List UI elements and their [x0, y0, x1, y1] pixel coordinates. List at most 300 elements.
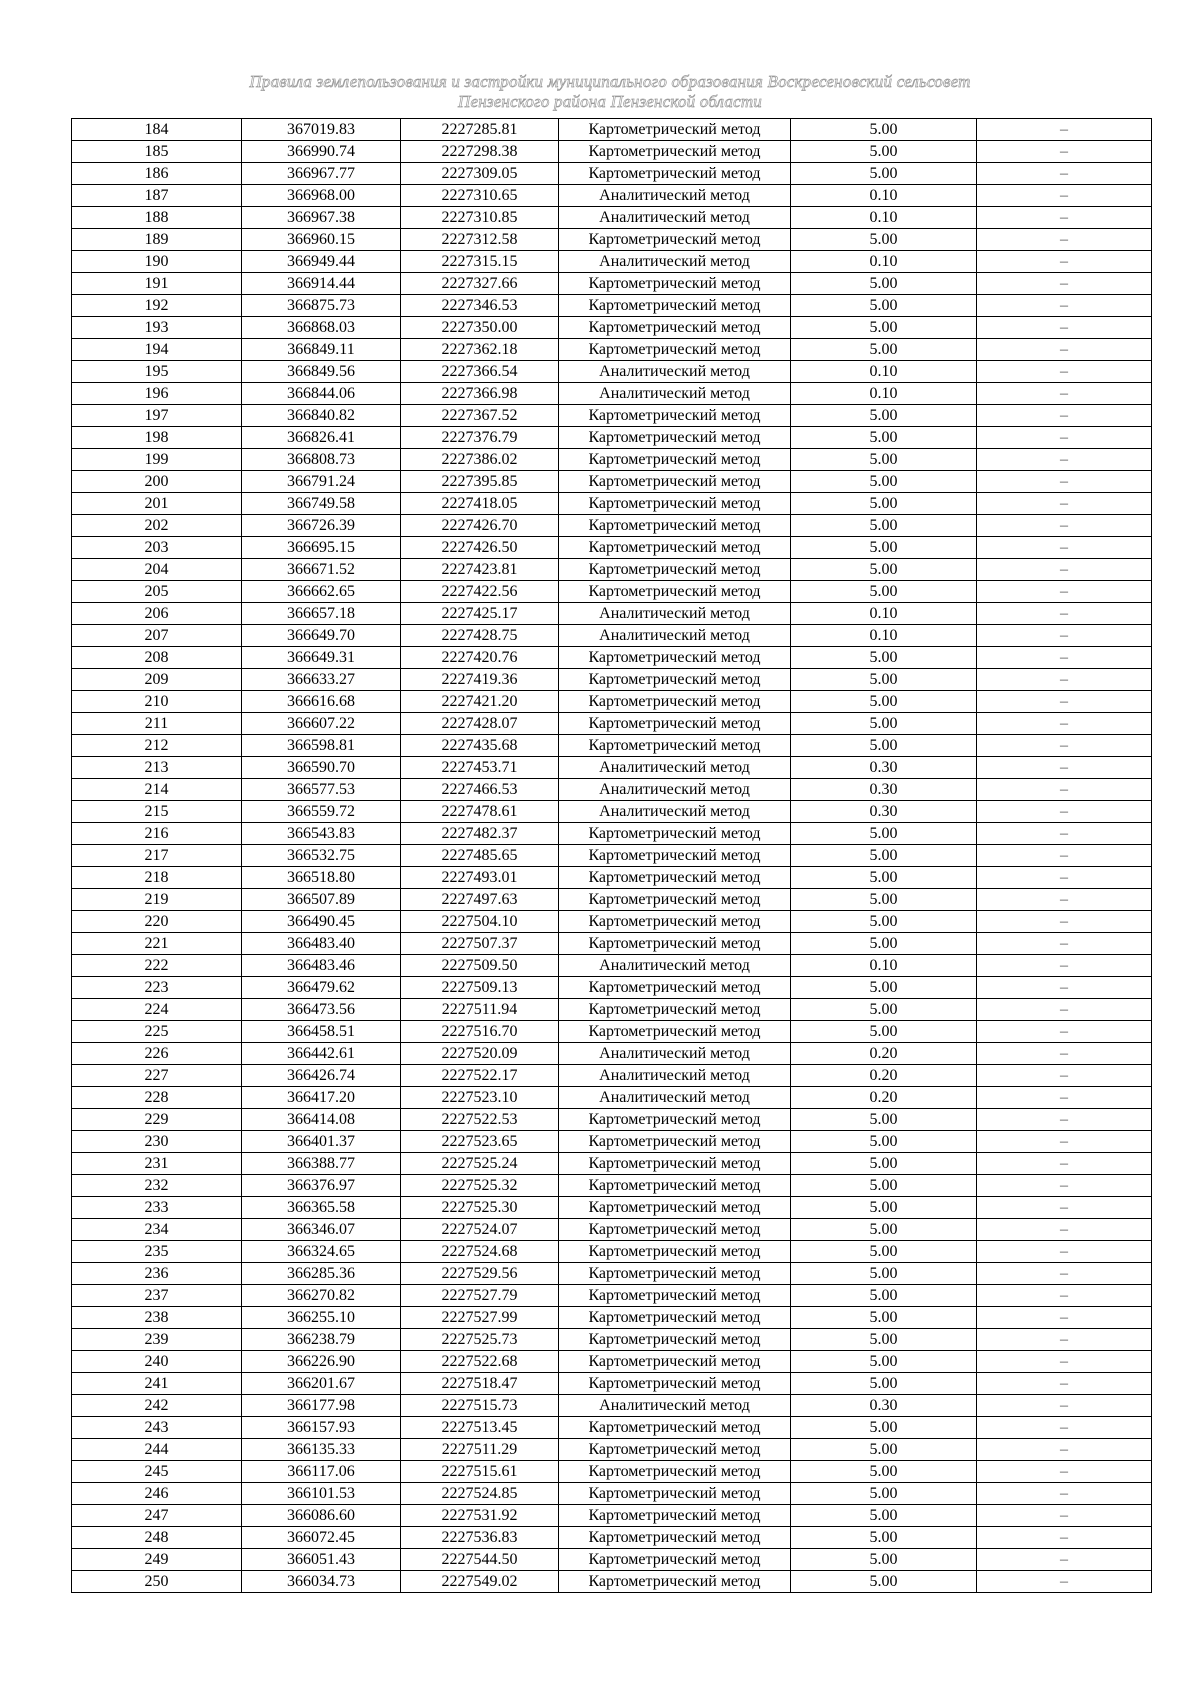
- table-row: [72, 911, 1152, 933]
- accuracy-cell: 5.00: [791, 1483, 977, 1505]
- table-row: [72, 1527, 1152, 1549]
- point-number-cell: 217: [72, 845, 242, 867]
- method-cell: Аналитический метод: [559, 603, 791, 625]
- note-cell: –: [977, 1087, 1152, 1109]
- point-number-cell: 203: [72, 537, 242, 559]
- y-coordinate-cell: 2227527.79: [401, 1285, 559, 1307]
- point-number-cell: 185: [72, 141, 242, 163]
- header-line-2: Пензенского района Пензенской области: [458, 92, 762, 111]
- x-coordinate-cell: 366414.08: [242, 1109, 401, 1131]
- note-cell: –: [977, 867, 1152, 889]
- method-cell: Картометрический метод: [559, 669, 791, 691]
- point-number-cell: 221: [72, 933, 242, 955]
- point-number-cell: 249: [72, 1549, 242, 1571]
- x-coordinate-cell: 366376.97: [242, 1175, 401, 1197]
- method-cell: Картометрический метод: [559, 999, 791, 1021]
- x-coordinate-cell: 366849.56: [242, 361, 401, 383]
- note-cell: –: [977, 163, 1152, 185]
- table-row: [72, 207, 1152, 229]
- table-row: [72, 471, 1152, 493]
- method-cell: Картометрический метод: [559, 119, 791, 141]
- method-cell: Картометрический метод: [559, 1527, 791, 1549]
- method-cell: Аналитический метод: [559, 1395, 791, 1417]
- note-cell: –: [977, 1505, 1152, 1527]
- table-row: [72, 383, 1152, 405]
- accuracy-cell: 5.00: [791, 911, 977, 933]
- x-coordinate-cell: 366967.77: [242, 163, 401, 185]
- table-row: [72, 295, 1152, 317]
- table-row: [72, 1131, 1152, 1153]
- point-number-cell: 205: [72, 581, 242, 603]
- method-cell: Картометрический метод: [559, 471, 791, 493]
- table-row: [72, 1329, 1152, 1351]
- y-coordinate-cell: 2227522.68: [401, 1351, 559, 1373]
- accuracy-cell: 0.10: [791, 251, 977, 273]
- table-row: [72, 713, 1152, 735]
- y-coordinate-cell: 2227536.83: [401, 1527, 559, 1549]
- note-cell: –: [977, 1153, 1152, 1175]
- table-row: [72, 317, 1152, 339]
- table-row: [72, 867, 1152, 889]
- note-cell: –: [977, 1571, 1152, 1593]
- note-cell: –: [977, 1549, 1152, 1571]
- table-row: [72, 1505, 1152, 1527]
- x-coordinate-cell: 366483.40: [242, 933, 401, 955]
- method-cell: Картометрический метод: [559, 559, 791, 581]
- note-cell: –: [977, 1021, 1152, 1043]
- method-cell: Аналитический метод: [559, 383, 791, 405]
- x-coordinate-cell: 366518.80: [242, 867, 401, 889]
- accuracy-cell: 0.10: [791, 361, 977, 383]
- method-cell: Аналитический метод: [559, 955, 791, 977]
- x-coordinate-cell: 366990.74: [242, 141, 401, 163]
- x-coordinate-cell: 366101.53: [242, 1483, 401, 1505]
- table-row: [72, 1395, 1152, 1417]
- method-cell: Картометрический метод: [559, 1549, 791, 1571]
- accuracy-cell: 5.00: [791, 1153, 977, 1175]
- method-cell: Картометрический метод: [559, 493, 791, 515]
- header-line-1: Правила землепользования и застройки муниципального образования Воскресеновский сельсовет: [249, 72, 971, 91]
- x-coordinate-cell: 366960.15: [242, 229, 401, 251]
- table-row: [72, 1043, 1152, 1065]
- accuracy-cell: 0.30: [791, 801, 977, 823]
- y-coordinate-cell: 2227520.09: [401, 1043, 559, 1065]
- table-row: [72, 801, 1152, 823]
- y-coordinate-cell: 2227315.15: [401, 251, 559, 273]
- point-number-cell: 246: [72, 1483, 242, 1505]
- method-cell: Картометрический метод: [559, 141, 791, 163]
- x-coordinate-cell: 366177.98: [242, 1395, 401, 1417]
- table-row: [72, 1549, 1152, 1571]
- point-number-cell: 201: [72, 493, 242, 515]
- x-coordinate-cell: 366649.70: [242, 625, 401, 647]
- accuracy-cell: 0.10: [791, 185, 977, 207]
- x-coordinate-cell: 366442.61: [242, 1043, 401, 1065]
- x-coordinate-cell: 366255.10: [242, 1307, 401, 1329]
- point-number-cell: 231: [72, 1153, 242, 1175]
- table-row: [72, 449, 1152, 471]
- point-number-cell: 212: [72, 735, 242, 757]
- accuracy-cell: 5.00: [791, 1461, 977, 1483]
- x-coordinate-cell: 366483.46: [242, 955, 401, 977]
- point-number-cell: 250: [72, 1571, 242, 1593]
- x-coordinate-cell: 366649.31: [242, 647, 401, 669]
- point-number-cell: 233: [72, 1197, 242, 1219]
- point-number-cell: 239: [72, 1329, 242, 1351]
- x-coordinate-cell: 366507.89: [242, 889, 401, 911]
- note-cell: –: [977, 185, 1152, 207]
- method-cell: Картометрический метод: [559, 1461, 791, 1483]
- accuracy-cell: 5.00: [791, 691, 977, 713]
- y-coordinate-cell: 2227524.85: [401, 1483, 559, 1505]
- y-coordinate-cell: 2227527.99: [401, 1307, 559, 1329]
- point-number-cell: 238: [72, 1307, 242, 1329]
- x-coordinate-cell: 367019.83: [242, 119, 401, 141]
- x-coordinate-cell: 366868.03: [242, 317, 401, 339]
- accuracy-cell: 5.00: [791, 1175, 977, 1197]
- point-number-cell: 220: [72, 911, 242, 933]
- y-coordinate-cell: 2227386.02: [401, 449, 559, 471]
- accuracy-cell: 5.00: [791, 1351, 977, 1373]
- y-coordinate-cell: 2227525.24: [401, 1153, 559, 1175]
- y-coordinate-cell: 2227518.47: [401, 1373, 559, 1395]
- y-coordinate-cell: 2227509.50: [401, 955, 559, 977]
- accuracy-cell: 5.00: [791, 1373, 977, 1395]
- point-number-cell: 193: [72, 317, 242, 339]
- note-cell: –: [977, 779, 1152, 801]
- y-coordinate-cell: 2227525.32: [401, 1175, 559, 1197]
- accuracy-cell: 5.00: [791, 559, 977, 581]
- point-number-cell: 243: [72, 1417, 242, 1439]
- accuracy-cell: 5.00: [791, 933, 977, 955]
- point-number-cell: 209: [72, 669, 242, 691]
- x-coordinate-cell: 366226.90: [242, 1351, 401, 1373]
- note-cell: –: [977, 1241, 1152, 1263]
- x-coordinate-cell: 366135.33: [242, 1439, 401, 1461]
- note-cell: –: [977, 625, 1152, 647]
- note-cell: –: [977, 1109, 1152, 1131]
- y-coordinate-cell: 2227513.45: [401, 1417, 559, 1439]
- x-coordinate-cell: 366616.68: [242, 691, 401, 713]
- table-row: [72, 691, 1152, 713]
- table-row: [72, 933, 1152, 955]
- accuracy-cell: 5.00: [791, 735, 977, 757]
- point-number-cell: 196: [72, 383, 242, 405]
- x-coordinate-cell: 366914.44: [242, 273, 401, 295]
- table-row: [72, 361, 1152, 383]
- accuracy-cell: 5.00: [791, 119, 977, 141]
- point-number-cell: 200: [72, 471, 242, 493]
- point-number-cell: 213: [72, 757, 242, 779]
- method-cell: Картометрический метод: [559, 867, 791, 889]
- y-coordinate-cell: 2227544.50: [401, 1549, 559, 1571]
- table-row: [72, 493, 1152, 515]
- method-cell: Картометрический метод: [559, 1263, 791, 1285]
- y-coordinate-cell: 2227453.71: [401, 757, 559, 779]
- y-coordinate-cell: 2227422.56: [401, 581, 559, 603]
- method-cell: Картометрический метод: [559, 229, 791, 251]
- y-coordinate-cell: 2227423.81: [401, 559, 559, 581]
- point-number-cell: 247: [72, 1505, 242, 1527]
- y-coordinate-cell: 2227549.02: [401, 1571, 559, 1593]
- table-row: [72, 889, 1152, 911]
- coordinates-table: [71, 118, 1152, 1593]
- x-coordinate-cell: 366532.75: [242, 845, 401, 867]
- table-row: [72, 1439, 1152, 1461]
- x-coordinate-cell: 366590.70: [242, 757, 401, 779]
- x-coordinate-cell: 366695.15: [242, 537, 401, 559]
- x-coordinate-cell: 366949.44: [242, 251, 401, 273]
- method-cell: Аналитический метод: [559, 779, 791, 801]
- point-number-cell: 223: [72, 977, 242, 999]
- point-number-cell: 216: [72, 823, 242, 845]
- point-number-cell: 235: [72, 1241, 242, 1263]
- point-number-cell: 186: [72, 163, 242, 185]
- method-cell: Картометрический метод: [559, 1175, 791, 1197]
- y-coordinate-cell: 2227523.10: [401, 1087, 559, 1109]
- note-cell: –: [977, 735, 1152, 757]
- method-cell: Картометрический метод: [559, 1505, 791, 1527]
- y-coordinate-cell: 2227531.92: [401, 1505, 559, 1527]
- y-coordinate-cell: 2227428.07: [401, 713, 559, 735]
- method-cell: Аналитический метод: [559, 251, 791, 273]
- note-cell: –: [977, 669, 1152, 691]
- table-row: [72, 1197, 1152, 1219]
- table-row: [72, 955, 1152, 977]
- point-number-cell: 228: [72, 1087, 242, 1109]
- accuracy-cell: 5.00: [791, 163, 977, 185]
- table-row: [72, 779, 1152, 801]
- point-number-cell: 225: [72, 1021, 242, 1043]
- point-number-cell: 218: [72, 867, 242, 889]
- point-number-cell: 242: [72, 1395, 242, 1417]
- y-coordinate-cell: 2227524.07: [401, 1219, 559, 1241]
- accuracy-cell: 0.20: [791, 1043, 977, 1065]
- y-coordinate-cell: 2227395.85: [401, 471, 559, 493]
- x-coordinate-cell: 366844.06: [242, 383, 401, 405]
- y-coordinate-cell: 2227435.68: [401, 735, 559, 757]
- x-coordinate-cell: 366633.27: [242, 669, 401, 691]
- method-cell: Картометрический метод: [559, 1307, 791, 1329]
- note-cell: –: [977, 1263, 1152, 1285]
- note-cell: –: [977, 339, 1152, 361]
- y-coordinate-cell: 2227522.53: [401, 1109, 559, 1131]
- y-coordinate-cell: 2227478.61: [401, 801, 559, 823]
- x-coordinate-cell: 366346.07: [242, 1219, 401, 1241]
- accuracy-cell: 5.00: [791, 999, 977, 1021]
- method-cell: Аналитический метод: [559, 1043, 791, 1065]
- note-cell: –: [977, 1439, 1152, 1461]
- method-cell: Картометрический метод: [559, 1571, 791, 1593]
- point-number-cell: 232: [72, 1175, 242, 1197]
- table-row: [72, 1307, 1152, 1329]
- note-cell: –: [977, 383, 1152, 405]
- method-cell: Картометрический метод: [559, 823, 791, 845]
- accuracy-cell: 5.00: [791, 867, 977, 889]
- y-coordinate-cell: 2227309.05: [401, 163, 559, 185]
- method-cell: Картометрический метод: [559, 1373, 791, 1395]
- point-number-cell: 219: [72, 889, 242, 911]
- note-cell: –: [977, 1329, 1152, 1351]
- point-number-cell: 208: [72, 647, 242, 669]
- note-cell: –: [977, 449, 1152, 471]
- x-coordinate-cell: 366490.45: [242, 911, 401, 933]
- table-row: [72, 1461, 1152, 1483]
- x-coordinate-cell: 366840.82: [242, 405, 401, 427]
- x-coordinate-cell: 366671.52: [242, 559, 401, 581]
- method-cell: Картометрический метод: [559, 515, 791, 537]
- note-cell: –: [977, 757, 1152, 779]
- point-number-cell: 188: [72, 207, 242, 229]
- method-cell: Картометрический метод: [559, 889, 791, 911]
- table-row: [72, 1109, 1152, 1131]
- x-coordinate-cell: 366967.38: [242, 207, 401, 229]
- accuracy-cell: 5.00: [791, 1307, 977, 1329]
- point-number-cell: 210: [72, 691, 242, 713]
- x-coordinate-cell: 366238.79: [242, 1329, 401, 1351]
- y-coordinate-cell: 2227310.85: [401, 207, 559, 229]
- point-number-cell: 240: [72, 1351, 242, 1373]
- accuracy-cell: 5.00: [791, 273, 977, 295]
- method-cell: Аналитический метод: [559, 757, 791, 779]
- method-cell: Картометрический метод: [559, 713, 791, 735]
- note-cell: –: [977, 229, 1152, 251]
- table-row: [72, 1483, 1152, 1505]
- x-coordinate-cell: 366607.22: [242, 713, 401, 735]
- method-cell: Картометрический метод: [559, 1417, 791, 1439]
- x-coordinate-cell: 366201.67: [242, 1373, 401, 1395]
- note-cell: –: [977, 1065, 1152, 1087]
- table-row: [72, 537, 1152, 559]
- point-number-cell: 197: [72, 405, 242, 427]
- accuracy-cell: 5.00: [791, 713, 977, 735]
- y-coordinate-cell: 2227497.63: [401, 889, 559, 911]
- y-coordinate-cell: 2227485.65: [401, 845, 559, 867]
- table-row: [72, 1285, 1152, 1307]
- y-coordinate-cell: 2227523.65: [401, 1131, 559, 1153]
- table-row: [72, 1087, 1152, 1109]
- note-cell: –: [977, 911, 1152, 933]
- method-cell: Картометрический метод: [559, 427, 791, 449]
- accuracy-cell: 5.00: [791, 889, 977, 911]
- y-coordinate-cell: 2227511.94: [401, 999, 559, 1021]
- accuracy-cell: 0.10: [791, 625, 977, 647]
- method-cell: Картометрический метод: [559, 1439, 791, 1461]
- accuracy-cell: 5.00: [791, 1219, 977, 1241]
- x-coordinate-cell: 366324.65: [242, 1241, 401, 1263]
- note-cell: –: [977, 427, 1152, 449]
- x-coordinate-cell: 366598.81: [242, 735, 401, 757]
- y-coordinate-cell: 2227366.54: [401, 361, 559, 383]
- method-cell: Картометрический метод: [559, 845, 791, 867]
- table-row: [72, 735, 1152, 757]
- y-coordinate-cell: 2227425.17: [401, 603, 559, 625]
- x-coordinate-cell: 366662.65: [242, 581, 401, 603]
- accuracy-cell: 5.00: [791, 1417, 977, 1439]
- y-coordinate-cell: 2227310.65: [401, 185, 559, 207]
- y-coordinate-cell: 2227285.81: [401, 119, 559, 141]
- point-number-cell: 237: [72, 1285, 242, 1307]
- point-number-cell: 222: [72, 955, 242, 977]
- point-number-cell: 236: [72, 1263, 242, 1285]
- x-coordinate-cell: 366285.36: [242, 1263, 401, 1285]
- table-row: [72, 1571, 1152, 1593]
- y-coordinate-cell: 2227367.52: [401, 405, 559, 427]
- method-cell: Картометрический метод: [559, 691, 791, 713]
- method-cell: Аналитический метод: [559, 1087, 791, 1109]
- point-number-cell: 224: [72, 999, 242, 1021]
- method-cell: Картометрический метод: [559, 581, 791, 603]
- method-cell: Картометрический метод: [559, 1351, 791, 1373]
- table-row: [72, 251, 1152, 273]
- table-row: [72, 977, 1152, 999]
- y-coordinate-cell: 2227509.13: [401, 977, 559, 999]
- x-coordinate-cell: 366458.51: [242, 1021, 401, 1043]
- note-cell: –: [977, 361, 1152, 383]
- point-number-cell: 226: [72, 1043, 242, 1065]
- note-cell: –: [977, 559, 1152, 581]
- point-number-cell: 187: [72, 185, 242, 207]
- point-number-cell: 215: [72, 801, 242, 823]
- point-number-cell: 230: [72, 1131, 242, 1153]
- point-number-cell: 191: [72, 273, 242, 295]
- note-cell: –: [977, 691, 1152, 713]
- table-row: [72, 999, 1152, 1021]
- x-coordinate-cell: 366808.73: [242, 449, 401, 471]
- y-coordinate-cell: 2227418.05: [401, 493, 559, 515]
- note-cell: –: [977, 1197, 1152, 1219]
- y-coordinate-cell: 2227366.98: [401, 383, 559, 405]
- method-cell: Аналитический метод: [559, 185, 791, 207]
- y-coordinate-cell: 2227428.75: [401, 625, 559, 647]
- method-cell: Аналитический метод: [559, 1065, 791, 1087]
- y-coordinate-cell: 2227522.17: [401, 1065, 559, 1087]
- accuracy-cell: 5.00: [791, 295, 977, 317]
- y-coordinate-cell: 2227525.73: [401, 1329, 559, 1351]
- note-cell: –: [977, 207, 1152, 229]
- table-row: [72, 823, 1152, 845]
- y-coordinate-cell: 2227515.73: [401, 1395, 559, 1417]
- point-number-cell: 241: [72, 1373, 242, 1395]
- method-cell: Картометрический метод: [559, 273, 791, 295]
- method-cell: Картометрический метод: [559, 735, 791, 757]
- y-coordinate-cell: 2227511.29: [401, 1439, 559, 1461]
- x-coordinate-cell: 366479.62: [242, 977, 401, 999]
- y-coordinate-cell: 2227350.00: [401, 317, 559, 339]
- table-row: [72, 845, 1152, 867]
- x-coordinate-cell: 366968.00: [242, 185, 401, 207]
- y-coordinate-cell: 2227482.37: [401, 823, 559, 845]
- method-cell: Картометрический метод: [559, 911, 791, 933]
- note-cell: –: [977, 1043, 1152, 1065]
- note-cell: –: [977, 977, 1152, 999]
- method-cell: Картометрический метод: [559, 537, 791, 559]
- accuracy-cell: 0.30: [791, 1395, 977, 1417]
- note-cell: –: [977, 1417, 1152, 1439]
- y-coordinate-cell: 2227516.70: [401, 1021, 559, 1043]
- y-coordinate-cell: 2227362.18: [401, 339, 559, 361]
- method-cell: Картометрический метод: [559, 405, 791, 427]
- y-coordinate-cell: 2227515.61: [401, 1461, 559, 1483]
- x-coordinate-cell: 366072.45: [242, 1527, 401, 1549]
- y-coordinate-cell: 2227327.66: [401, 273, 559, 295]
- y-coordinate-cell: 2227466.53: [401, 779, 559, 801]
- note-cell: –: [977, 1175, 1152, 1197]
- accuracy-cell: 5.00: [791, 1197, 977, 1219]
- accuracy-cell: 5.00: [791, 317, 977, 339]
- accuracy-cell: 0.10: [791, 603, 977, 625]
- x-coordinate-cell: 366559.72: [242, 801, 401, 823]
